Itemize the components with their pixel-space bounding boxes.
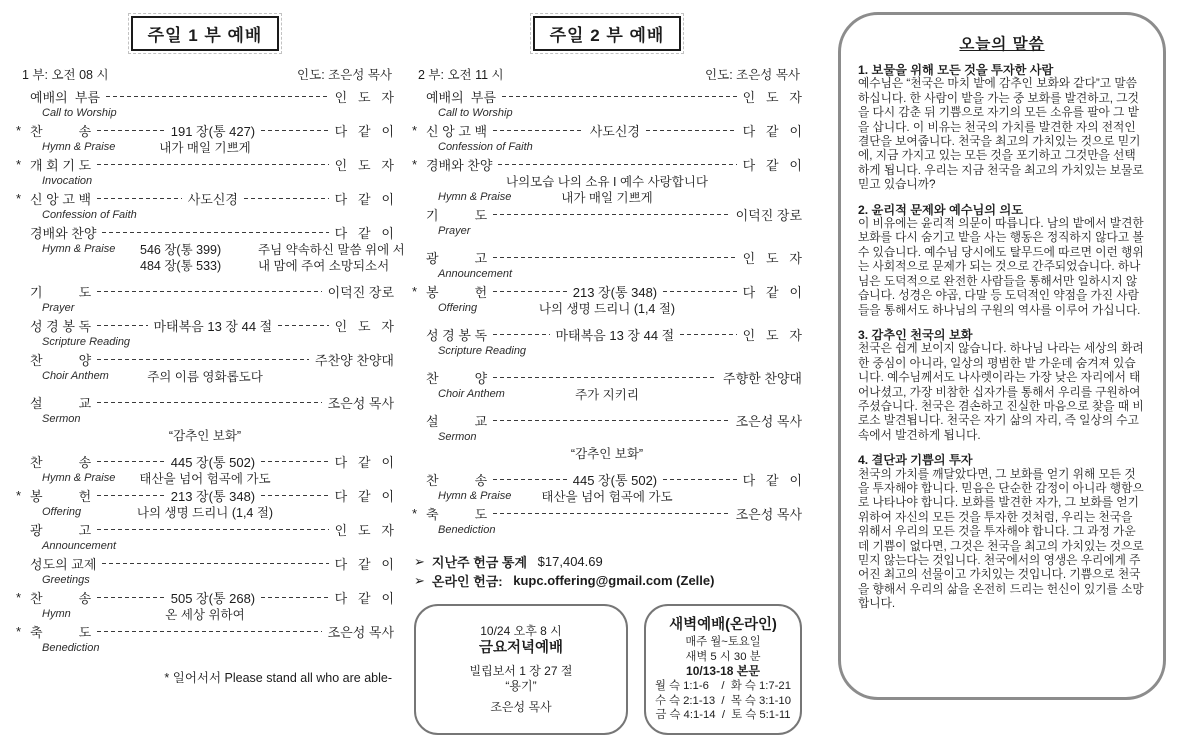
infobox-line: 조은성 목사 (490, 699, 552, 714)
english-label: Choir Anthem (438, 388, 505, 400)
order-item-label: 광 고 (426, 250, 488, 266)
order-item-subrow (412, 223, 802, 239)
infobox-line: 10/13-18 본문 (686, 664, 760, 678)
order-item-label: 신 앙 고 백 (30, 191, 92, 207)
order-item-row (16, 189, 394, 207)
order-item-label: 찬 송 (30, 590, 92, 606)
service-1-leader: 인도: 조은성 목사 (297, 68, 392, 82)
song-title: 나의 생명 드리니 (1,4 절) (136, 506, 274, 520)
order-item-row (16, 223, 394, 241)
english-label: Prayer (42, 302, 75, 314)
message-section-heading: 1. 보물을 위해 모든 것을 투자한 사람 (858, 63, 1054, 77)
hymn-number: 546 장(통 399) (140, 243, 222, 257)
participant: 다 같 이 (334, 590, 395, 606)
leader-dashes (97, 291, 321, 292)
order-item-subrow (16, 241, 405, 257)
arrow-bullet-icon: ➢ (414, 553, 425, 569)
order-item-subrow (16, 300, 394, 316)
leader-dashes (97, 402, 321, 403)
order-item-subrow (16, 470, 394, 486)
leader-dashes (493, 214, 729, 215)
leader-dashes (97, 461, 165, 462)
participant: 주향한 찬양대 (723, 370, 802, 386)
order-item-subrow (412, 522, 802, 538)
infobox-line: 새벽 5 시 30 분 (685, 650, 761, 663)
infobox-line: 월 슥 1:1-6 / 화 슥 1:7-21 (655, 680, 791, 692)
service-2-title: 주일 2 부 예배 (533, 16, 682, 51)
stand-asterisk: * (412, 283, 418, 299)
order-item-row (16, 155, 394, 173)
stand-asterisk: * (16, 623, 22, 639)
hymn-or-passage: 사도신경 (589, 123, 640, 139)
service-2-order-list (410, 87, 804, 538)
order-item-subrow (16, 427, 394, 443)
infobox-line: 새벽예배(온라인) (669, 617, 777, 633)
order-item-label: 경배와 찬양 (426, 157, 493, 173)
message-panel (838, 12, 1166, 700)
leader-dashes (244, 198, 329, 199)
service-1-title-box (14, 16, 396, 51)
leader-dashes (493, 420, 729, 421)
leader-dashes (106, 96, 329, 97)
order-item-subrow (412, 488, 802, 504)
order-item-row (16, 486, 394, 504)
order-item-label: 봉 헌 (426, 284, 488, 300)
english-label: Invocation (42, 175, 93, 187)
stand-footnote: * 일어서서 Please stand all who are able- (164, 671, 392, 685)
english-label: Call to Worship (438, 107, 513, 119)
order-item-label: 성도의 교제 (30, 556, 97, 572)
order-item-row (16, 520, 394, 538)
infobox-line: 금요저녁예배 (478, 639, 564, 656)
leader-dashes (493, 479, 567, 480)
message-section (858, 453, 1146, 611)
leader-dashes (493, 130, 584, 131)
order-item-subrow (412, 386, 802, 402)
message-section-heading: 4. 결단과 기쁨의 투자 (858, 453, 973, 468)
message-section-body: 예수님은 “천국은 마치 밭에 감추인 보화와 같다”고 말씀하십니다. 한 사람이 밭을 가는 중 보화를 발견하고, 그것을 다시 감춘 뒤 기쁨으로 자기의 모든 소유를 팔아 그 밭을 삽니다. 이 비유는 천국의 가치를 발견한 자의 전적인 결단을 보여줍니다. 천국을 최고의 가치있는 것으로 믿기에, 지금 가지고 있는 모든 것을 포기하고 그것만을 선택하게 됩니다. 우리는 지금 천국을 최고의 가치있는 보물로 믿고 있습니까? (858, 77, 1144, 192)
english-label: Benediction (42, 642, 100, 654)
participant: 이덕진 장로 (735, 207, 802, 223)
english-label: Announcement (438, 268, 512, 280)
participant: 인 도 자 (742, 327, 802, 343)
song-title: “감추인 보화” (570, 447, 644, 461)
leader-dashes (498, 164, 736, 165)
leader-dashes (261, 461, 329, 462)
leader-dashes (493, 334, 549, 335)
participant: 인 도 자 (334, 157, 394, 173)
order-item-subrow (16, 173, 394, 189)
order-item-row (16, 350, 394, 368)
leader-dashes (261, 130, 329, 131)
service-1-column (14, 8, 405, 686)
english-label: Scripture Reading (438, 345, 527, 357)
hymn-or-passage: 505 장(통 268) (170, 590, 256, 606)
infobox-line: “용기” (505, 678, 537, 693)
participant: 다 같 이 (334, 488, 395, 504)
order-item-row (412, 411, 802, 429)
leader-dashes (493, 291, 567, 292)
order-item-row (412, 282, 802, 300)
order-item-label: 설 교 (30, 395, 92, 411)
participant: 다 같 이 (334, 191, 395, 207)
stand-asterisk: * (412, 156, 418, 172)
song-title: 내 맘에 주여 소망되소서 (258, 259, 390, 273)
english-label: Confession of Faith (438, 141, 533, 153)
order-item-label: 찬 송 (30, 123, 92, 139)
service-1-title: 주일 1 부 예배 (131, 16, 280, 51)
participant: 다 같 이 (334, 556, 394, 572)
order-item-label: 축 도 (30, 624, 92, 640)
english-label: Greetings (42, 574, 90, 586)
order-item-label: 축 도 (426, 506, 488, 522)
song-title: 주님 약속하신 말씀 위에 서 (258, 243, 405, 257)
participant: 다 같 이 (334, 123, 395, 139)
leader-dashes (261, 597, 329, 598)
order-item-row (412, 205, 802, 223)
order-item-label: 개 회 기 도 (30, 157, 92, 173)
order-item-subrow (412, 300, 802, 316)
order-item-row (16, 622, 394, 640)
english-label: Offering (42, 506, 82, 518)
participant: 조은성 목사 (735, 413, 802, 429)
participant: 다 같 이 (742, 472, 803, 488)
order-item-label: 찬 양 (30, 352, 92, 368)
offering-notice-row (414, 571, 804, 590)
english-label: Call to Worship (42, 107, 117, 119)
order-item-subrow (16, 105, 394, 121)
order-item-subrow (16, 368, 394, 384)
song-title: 내가 매일 기쁘게 (561, 191, 653, 205)
order-item-label: 성 경 봉 독 (30, 318, 92, 334)
order-item-subrow (412, 429, 802, 445)
english-label: Hymn & Praise (438, 191, 512, 203)
hymn-or-passage: 사도신경 (187, 191, 238, 207)
leader-dashes (493, 513, 729, 514)
message-panel-title: 오늘의 말씀 (959, 36, 1045, 53)
order-item-row (412, 470, 802, 488)
participant: 인 도 자 (334, 89, 394, 105)
message-section-body: 이 비유에는 윤리적 의문이 따릅니다. 남의 밭에서 발견한 보화를 다시 숨기고 밭을 사는 행동은 정직하지 않다고 볼 수 있습니다. 예수님 당시에도 탈무드에 따르면 이런 행위는 사회적으로 문제가 되는 것으로 간주되었습니다. 하나님은 도덕적으로 완전한 사람들을 통해서만 일하시지 않습니다. 성경은 야곱, 다말 등 도덕적인 약점을 가진 사람들을 통해서도 하나님의 구원의 역사를 이루어 가십니다. (858, 217, 1144, 317)
order-item-subrow (16, 606, 394, 622)
order-item-row (412, 248, 802, 266)
order-item-label: 예배의 부름 (30, 89, 101, 105)
leader-dashes (97, 597, 165, 598)
stand-asterisk: * (412, 505, 418, 521)
notice-value: $17,404.69 (537, 554, 603, 569)
message-section-body: 천국의 가치를 깨달았다면, 그 보화를 얻기 위해 모든 것을 투자해야 합니다. 믿음은 단순한 감정이 아니라 행함으로 나타나야 합니다. 보화를 발견한 자가, 그 보화를 얻기 위하여 자신의 모든 것을 투자한 것처럼, 우리는 천국을 위해서 우리의 모든 것을 투자해야 합니다. 그 과정 가운데 기쁨이 없다면, 그것은 천국을 최고의 가치있는 것으로 믿지 않는다는 것입니다. 천국에서의 영생은 우리에게 주어진 최고의 선물이고 가치있는 것입니다. 기쁨으로 천국을 향해서 우리의 삶을 온전히 드리는 헌신이 있기를 소망합니다. (858, 467, 1144, 611)
participant: 이덕진 장로 (327, 284, 394, 300)
leader-dashes (680, 334, 736, 335)
arrow-bullet-icon: ➢ (414, 572, 425, 588)
infobox-line: 빌립보서 1 장 27 절 (469, 663, 573, 678)
order-item-row (412, 155, 802, 173)
message-section-body: 천국은 쉽게 보이지 않습니다. 하나님 나라는 세상의 화려한 중심이 아니라, 일상의 평범한 밭 가운데 숨겨져 있습니다. 예수님께서도 나사렛이라는 가장 낮은 자리에서 태어나셨고, 가장 비참한 십자가를 통해서 우리를 구원하여 주셨습니다. 천국은 겸손하고 진실한 마음으로 찾을 때 비로소 발견됩니다. 천국은 자기 삶의 자리, 즉 일상의 수고 속에서 발견하게 됩니다. (858, 342, 1144, 442)
order-item-subrow (412, 343, 802, 359)
order-item-label: 예배의 부름 (426, 89, 497, 105)
stand-asterisk: * (16, 122, 22, 138)
english-label: Sermon (42, 413, 81, 425)
stand-asterisk: * (16, 190, 22, 206)
order-item-label: 찬 양 (426, 370, 488, 386)
service-2-title-box (410, 16, 804, 51)
english-label: Sermon (438, 431, 477, 443)
order-item-subrow (412, 266, 802, 282)
service-2-leader: 인도: 조은성 목사 (705, 68, 800, 82)
order-item-subrow (412, 173, 802, 189)
leader-dashes (663, 291, 737, 292)
leader-dashes (97, 495, 165, 496)
order-item-label: 설 교 (426, 413, 488, 429)
message-section (858, 328, 1146, 443)
participant: 주찬양 찬양대 (315, 352, 394, 368)
order-item-row (412, 368, 802, 386)
participant: 다 같 이 (334, 225, 394, 241)
order-item-label: 기 도 (30, 284, 92, 300)
order-item-row (412, 121, 802, 139)
participant: 다 같 이 (742, 157, 802, 173)
participant: 인 도 자 (742, 89, 802, 105)
order-item-subrow (412, 139, 802, 155)
order-item-row (16, 452, 394, 470)
song-title: 주의 이름 영화롭도다 (147, 370, 263, 384)
participant: 다 같 이 (742, 123, 803, 139)
infobox-line: 수 슥 2:1-13 / 목 슥 3:1-10 (655, 694, 791, 707)
order-item-row (16, 316, 394, 334)
participant: 다 같 이 (742, 284, 803, 300)
order-item-subrow (16, 640, 394, 656)
infobox-line: 10/24 오후 8 시 (480, 623, 562, 638)
notice-label: 온라인 헌금: (431, 574, 507, 589)
leader-dashes (97, 198, 182, 199)
leader-dashes (97, 130, 165, 131)
order-item-label: 경배와 찬양 (30, 225, 97, 241)
song-title: 온 세상 위하여 (165, 608, 245, 622)
order-item-row (16, 121, 394, 139)
order-item-row (412, 504, 802, 522)
order-item-label: 광 고 (30, 522, 92, 538)
notice-label: 지난주 헌금 통계 (431, 555, 531, 570)
participant: 인 도 자 (334, 522, 394, 538)
english-label: Hymn & Praise (42, 243, 116, 255)
leader-dashes (663, 479, 737, 480)
order-item-subrow (16, 257, 394, 273)
hymn-or-passage: 213 장(통 348) (170, 488, 256, 504)
english-label: Scripture Reading (42, 336, 131, 348)
leader-dashes (646, 130, 737, 131)
english-label: Hymn & Praise (42, 472, 116, 484)
english-label: Prayer (438, 225, 471, 237)
song-title: 태산을 넘어 험곡에 가도 (541, 490, 673, 504)
participant: 다 같 이 (334, 454, 395, 470)
stand-asterisk: * (16, 156, 22, 172)
english-label: Offering (438, 302, 478, 314)
leader-dashes (261, 495, 329, 496)
order-item-label: 신 앙 고 백 (426, 123, 488, 139)
english-label: Hymn & Praise (438, 490, 512, 502)
english-label: Announcement (42, 540, 116, 552)
english-label: Choir Anthem (42, 370, 109, 382)
song-title: 나의모습 나의 소유 I 예수 사랑합니다 (506, 175, 708, 189)
order-item-label: 성 경 봉 독 (426, 327, 488, 343)
order-item-subrow (16, 572, 394, 588)
hymn-number: 484 장(통 533) (140, 259, 222, 273)
service-1-timeline (14, 63, 396, 87)
stand-asterisk: * (412, 122, 418, 138)
message-sections (858, 63, 1146, 612)
order-item-subrow (16, 504, 394, 520)
participant: 조은성 목사 (327, 624, 394, 640)
order-item-subrow (412, 445, 802, 461)
message-section-heading: 3. 감추인 천국의 보화 (858, 327, 973, 342)
leader-dashes (102, 232, 328, 233)
order-item-row (412, 87, 802, 105)
order-item-row (16, 87, 394, 105)
participant: 조은성 목사 (327, 395, 394, 411)
order-item-row (412, 325, 802, 343)
order-item-subrow (412, 105, 802, 121)
order-item-row (16, 393, 394, 411)
service-1-order-list (14, 87, 405, 656)
leader-dashes (493, 257, 736, 258)
stand-asterisk: * (16, 487, 22, 503)
notice-value: kupc.offering@gmail.com (Zelle) (513, 573, 715, 588)
song-title: 주가 지키리 (575, 388, 639, 402)
song-title: 내가 매일 기쁘게 (159, 141, 251, 155)
offering-notice-row (414, 552, 804, 571)
message-section (858, 63, 1146, 193)
english-label: Hymn & Praise (42, 141, 116, 153)
service-2-column (410, 8, 804, 735)
order-item-subrow (16, 334, 394, 350)
song-title: 나의 생명 드리니 (1,4 절) (538, 302, 676, 316)
leader-dashes (102, 563, 328, 564)
leader-dashes (97, 359, 309, 360)
order-item-row (16, 554, 394, 572)
hymn-or-passage: 445 장(통 502) (572, 472, 658, 488)
order-item-subrow (16, 207, 394, 223)
offering-notices (410, 552, 804, 590)
order-item-subrow (16, 139, 394, 155)
participant: 인 도 자 (334, 318, 394, 334)
english-label: Hymn (42, 608, 71, 620)
infobox-line: 금 슥 4:1-14 / 토 슥 5:1-11 (655, 709, 791, 721)
hymn-or-passage: 445 장(통 502) (170, 454, 256, 470)
english-label: Confession of Faith (42, 209, 137, 221)
order-item-subrow (16, 411, 394, 427)
message-section (858, 203, 1146, 318)
leader-dashes (278, 325, 328, 326)
leader-dashes (502, 96, 737, 97)
leader-dashes (493, 377, 717, 378)
order-item-row (16, 282, 394, 300)
english-label: Benediction (438, 524, 496, 536)
leader-dashes (97, 631, 321, 632)
leader-dashes (97, 529, 328, 530)
participant: 조은성 목사 (735, 506, 802, 522)
song-title: “감추인 보화” (168, 429, 242, 443)
leader-dashes (97, 325, 147, 326)
hymn-or-passage: 마태복음 13 장 44 절 (153, 318, 273, 334)
service-1-time: 1 부: 오전 08 시 (22, 68, 109, 82)
stand-asterisk: * (16, 589, 22, 605)
song-title: 태산을 넘어 험곡에 가도 (139, 472, 271, 486)
message-section-heading: 2. 윤리적 문제와 예수님의 의도 (858, 202, 1023, 217)
order-item-row (16, 588, 394, 606)
order-item-subrow (16, 538, 394, 554)
hymn-or-passage: 213 장(통 348) (572, 284, 658, 300)
order-item-label: 찬 송 (426, 472, 488, 488)
hymn-or-passage: 191 장(통 427) (170, 123, 256, 139)
service-2-timeline (410, 63, 804, 87)
leader-dashes (97, 164, 329, 165)
order-item-label: 찬 송 (30, 454, 92, 470)
order-item-label: 기 도 (426, 207, 488, 223)
service-2-time: 2 부: 오전 11 시 (418, 68, 504, 82)
order-item-label: 봉 헌 (30, 488, 92, 504)
participant: 인 도 자 (742, 250, 802, 266)
order-item-subrow (412, 189, 802, 205)
infobox-line: 매주 월~토요일 (685, 636, 761, 648)
hymn-or-passage: 마태복음 13 장 44 절 (555, 327, 675, 343)
